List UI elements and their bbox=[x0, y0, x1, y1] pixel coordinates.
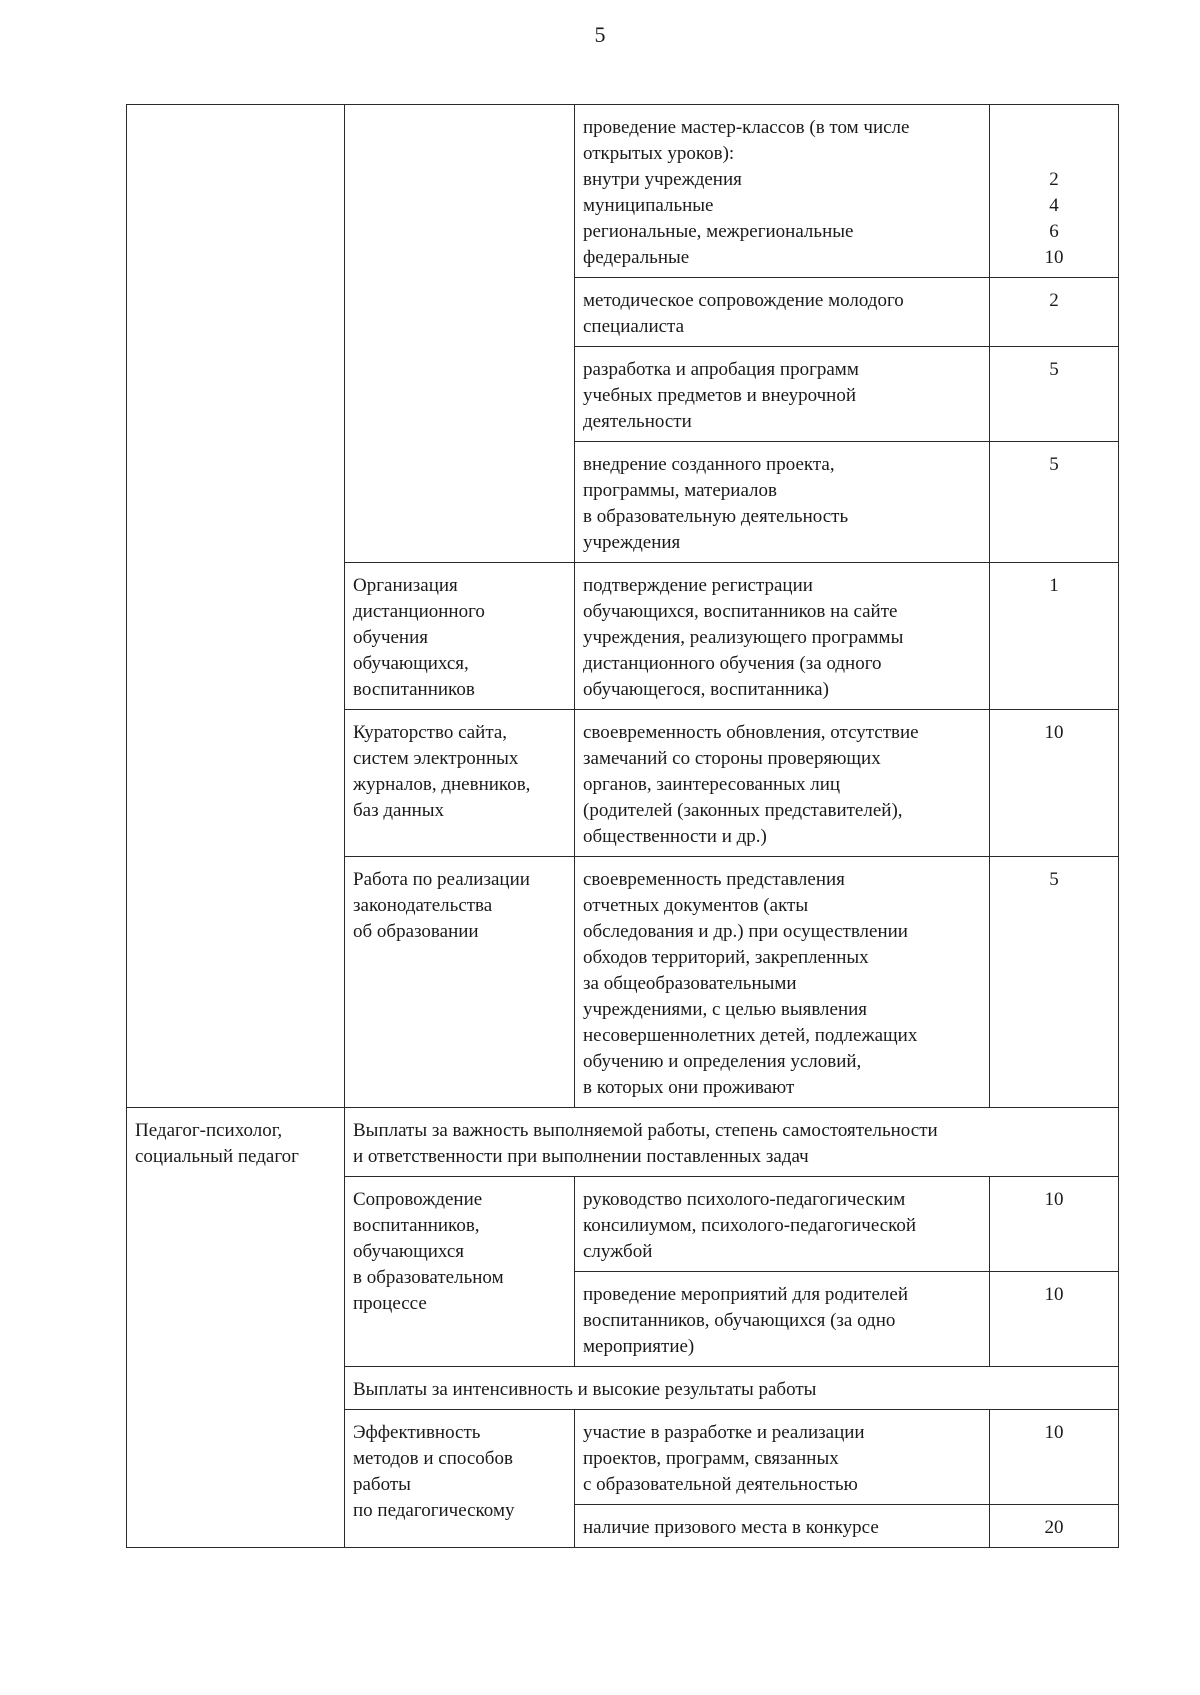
criterion-line: руководство психолого-педагогическим bbox=[583, 1189, 906, 1210]
criterion-line: общественности и др.) bbox=[583, 826, 767, 847]
criterion-cell bbox=[575, 857, 990, 1108]
indicator-line: в образовательном bbox=[353, 1267, 504, 1288]
criterion-line: открытых уроков): bbox=[583, 143, 735, 164]
criterion-line: дистанционного обучения (за одного bbox=[583, 653, 882, 674]
criterion-line: в образовательную деятельность bbox=[583, 506, 849, 527]
points-value: 2 bbox=[1049, 169, 1059, 190]
section-heading bbox=[345, 1108, 1119, 1177]
criterion-line: региональные, межрегиональные bbox=[583, 221, 854, 242]
indicator-line: систем электронных bbox=[353, 748, 519, 769]
criterion-line: федеральные bbox=[583, 247, 690, 268]
criterion-line: программы, материалов bbox=[583, 480, 777, 501]
criterion-cell bbox=[575, 442, 990, 563]
page-number: 5 bbox=[594, 22, 606, 47]
payments-table bbox=[126, 104, 1119, 1548]
criterion-line: своевременность обновления, отсутствие bbox=[583, 722, 919, 743]
criterion-line: обучению и определения условий, bbox=[583, 1051, 862, 1072]
section-heading-line: и ответственности при выполнении поставленных задач bbox=[353, 1146, 809, 1167]
section-heading-line: Выплаты за важность выполняемой работы, степень самостоятельности bbox=[353, 1120, 938, 1141]
criterion-line: воспитанников, обучающихся (за одно bbox=[583, 1310, 896, 1331]
indicator-line: методов и способов bbox=[353, 1448, 513, 1469]
criterion-line: проектов, программ, связанных bbox=[583, 1448, 839, 1469]
indicator-line: Организация bbox=[353, 575, 458, 596]
indicator-line: воспитанников bbox=[353, 679, 475, 700]
criterion-line: мероприятие) bbox=[583, 1336, 695, 1357]
criterion-line: учреждения bbox=[583, 532, 681, 553]
value-cell: 10 bbox=[990, 1410, 1119, 1505]
table-row bbox=[127, 105, 1119, 278]
indicator-cell bbox=[345, 563, 575, 710]
indicator-line: обучающихся, bbox=[353, 653, 469, 674]
indicator-line: Эффективность bbox=[353, 1422, 481, 1443]
value-cell: 1 bbox=[990, 563, 1119, 710]
criterion-line: несовершеннолетних детей, подлежащих bbox=[583, 1025, 918, 1046]
criterion-cell bbox=[575, 105, 990, 278]
value-cell: 5 bbox=[990, 857, 1119, 1108]
indicator-cell bbox=[345, 710, 575, 857]
indicator-cell-empty bbox=[345, 105, 575, 563]
criterion-line: учебных предметов и внеурочной bbox=[583, 385, 857, 406]
indicator-line: законодательства bbox=[353, 895, 493, 916]
value-cell: 10 bbox=[990, 1177, 1119, 1272]
position-line: социальный педагог bbox=[135, 1146, 299, 1167]
indicator-line: об образовании bbox=[353, 921, 479, 942]
value-cell: 10 bbox=[990, 710, 1119, 857]
criterion-line: методическое сопровождение молодого bbox=[583, 290, 904, 311]
criterion-line: службой bbox=[583, 1241, 653, 1262]
indicator-line: обучения bbox=[353, 627, 429, 648]
value-cell: 5 bbox=[990, 442, 1119, 563]
criterion-cell bbox=[575, 278, 990, 347]
criterion-cell bbox=[575, 1410, 990, 1505]
criterion-line: органов, заинтересованных лиц bbox=[583, 774, 841, 795]
criterion-line: замечаний со стороны проверяющих bbox=[583, 748, 881, 769]
criterion-line: внутри учреждения bbox=[583, 169, 742, 190]
section-heading: Выплаты за интенсивность и высокие результаты работы bbox=[345, 1367, 1119, 1410]
indicator-cell bbox=[345, 1410, 575, 1548]
criterion-line: подтверждение регистрации bbox=[583, 575, 813, 596]
indicator-line: по педагогическому bbox=[353, 1500, 515, 1521]
criterion-line: отчетных документов (акты bbox=[583, 895, 809, 916]
indicator-line: Работа по реализации bbox=[353, 869, 530, 890]
value-cell: 10 bbox=[990, 1272, 1119, 1367]
indicator-line: дистанционного bbox=[353, 601, 485, 622]
criterion-line: обходов территорий, закрепленных bbox=[583, 947, 869, 968]
table-row bbox=[127, 1108, 1119, 1177]
criterion-line: учреждения, реализующего программы bbox=[583, 627, 904, 648]
criterion-cell bbox=[575, 1505, 990, 1548]
indicator-line: воспитанников, bbox=[353, 1215, 480, 1236]
criterion-line: проведение мероприятий для родителей bbox=[583, 1284, 908, 1305]
indicator-line: журналов, дневников, bbox=[353, 774, 531, 795]
criterion-line: муниципальные bbox=[583, 195, 714, 216]
position-cell bbox=[127, 1108, 345, 1548]
indicator-line: Сопровождение bbox=[353, 1189, 483, 1210]
indicator-line: работы bbox=[353, 1474, 411, 1495]
criterion-line: наличие призового места в конкурсе bbox=[583, 1517, 879, 1538]
indicator-cell bbox=[345, 1177, 575, 1367]
criterion-cell bbox=[575, 347, 990, 442]
criterion-line: обучающихся, воспитанников на сайте bbox=[583, 601, 898, 622]
criterion-line: с образовательной деятельностью bbox=[583, 1474, 858, 1495]
position-cell-empty bbox=[127, 105, 345, 1108]
value-cell: 5 bbox=[990, 347, 1119, 442]
criterion-line: участие в разработке и реализации bbox=[583, 1422, 865, 1443]
criterion-line: своевременность представления bbox=[583, 869, 845, 890]
criterion-line: специалиста bbox=[583, 316, 685, 337]
criterion-line: проведение мастер-классов (в том числе bbox=[583, 117, 910, 138]
points-value: 4 bbox=[1049, 195, 1059, 216]
indicator-cell bbox=[345, 857, 575, 1108]
criterion-line: обследования и др.) при осуществлении bbox=[583, 921, 908, 942]
points-value: 6 bbox=[1049, 221, 1059, 242]
criterion-cell bbox=[575, 563, 990, 710]
position-line: Педагог-психолог, bbox=[135, 1120, 283, 1141]
criterion-line: деятельности bbox=[583, 411, 692, 432]
indicator-line: баз данных bbox=[353, 800, 445, 821]
criterion-line: обучающегося, воспитанника) bbox=[583, 679, 829, 700]
indicator-line: процессе bbox=[353, 1293, 427, 1314]
value-cell: 20 bbox=[990, 1505, 1119, 1548]
indicator-line: Кураторство сайта, bbox=[353, 722, 508, 743]
criterion-cell bbox=[575, 1272, 990, 1367]
points-value: 10 bbox=[1044, 247, 1064, 268]
criterion-line: за общеобразовательными bbox=[583, 973, 797, 994]
value-cell bbox=[990, 105, 1119, 278]
indicator-line: обучающихся bbox=[353, 1241, 465, 1262]
criterion-cell bbox=[575, 710, 990, 857]
criterion-line: учреждениями, с целью выявления bbox=[583, 999, 868, 1020]
criterion-line: (родителей (законных представителей), bbox=[583, 800, 903, 821]
criterion-cell bbox=[575, 1177, 990, 1272]
criterion-line: консилиумом, психолого-педагогической bbox=[583, 1215, 917, 1236]
value-cell: 2 bbox=[990, 278, 1119, 347]
criterion-line: разработка и апробация программ bbox=[583, 359, 859, 380]
criterion-line: в которых они проживают bbox=[583, 1077, 795, 1098]
criterion-line: внедрение созданного проекта, bbox=[583, 454, 835, 475]
